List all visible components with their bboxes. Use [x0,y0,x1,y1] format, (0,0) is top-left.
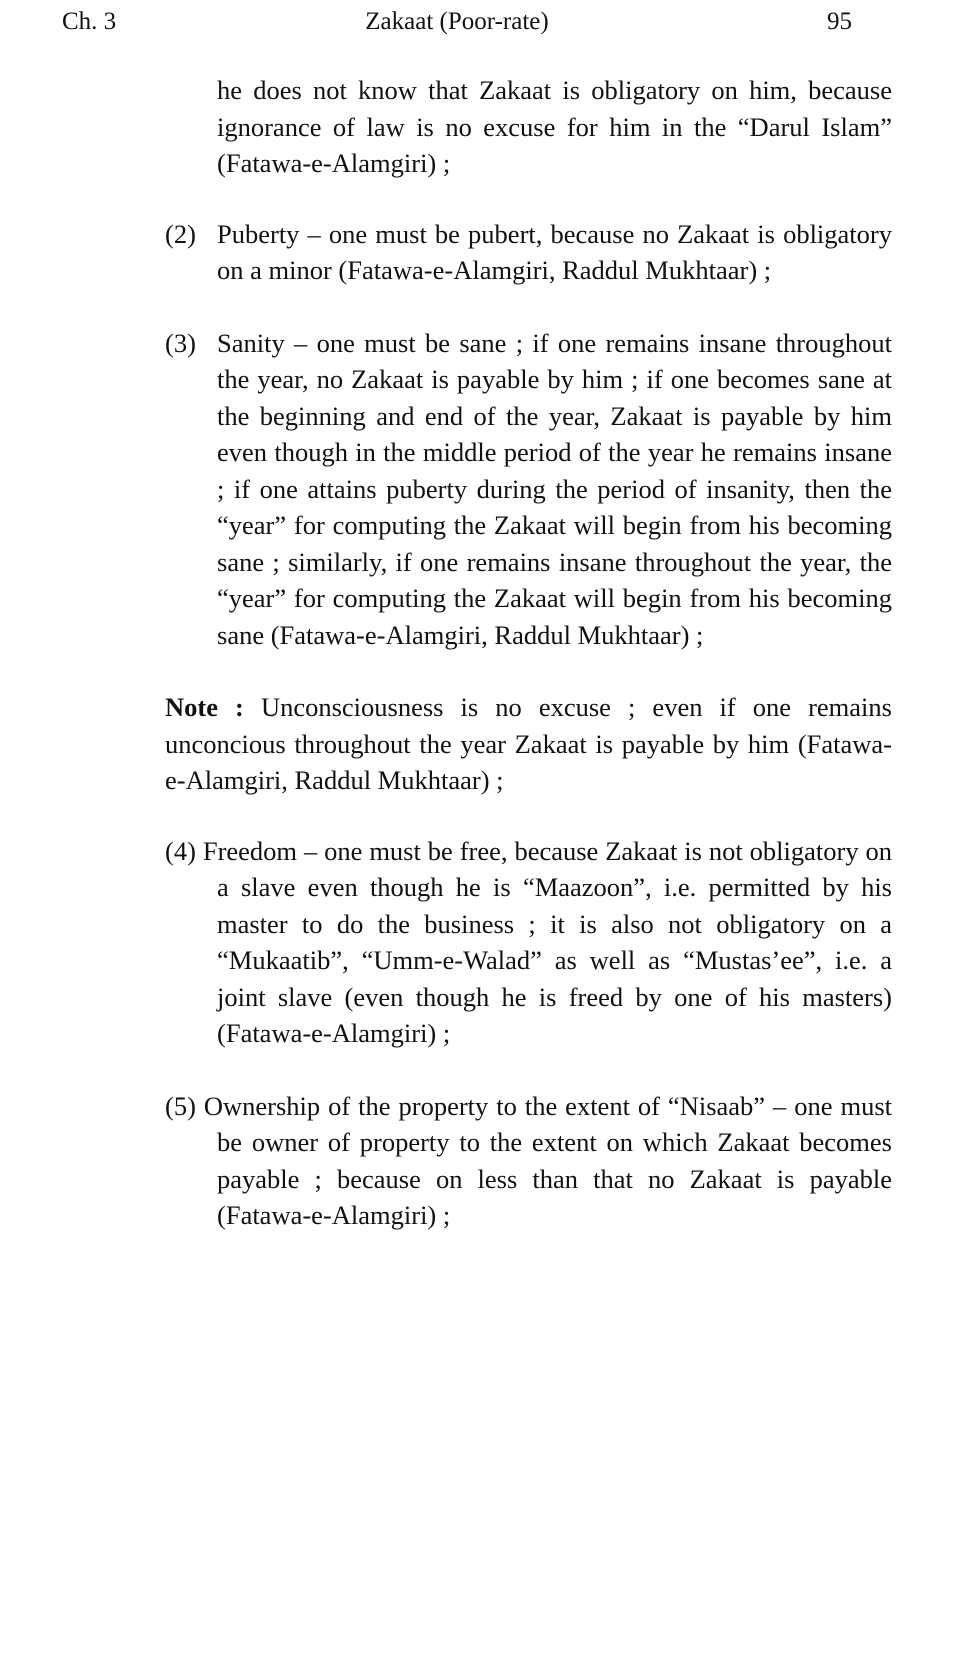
list-item-puberty [165,216,892,289]
list-item-sanity [165,325,892,654]
item-number: (3) [165,327,196,358]
item-number: (4) [165,835,203,866]
note-label: Note : [165,692,244,722]
item-text: Freedom – one must be free, because Zakaat is not obligatory on a slave even though he is “Maazoon”, i.e. permitted by his master to do the business ; it is also not obligatory on a “Mukaatib”, “Umm-e-Walad” as well as “Mustas’ee”, i.e. a joint slave (even though he is freed by one of his masters) (Fatawa-e-Alamgiri) ; [202,835,892,1048]
continuation-paragraph: he does not know that Zakaat is obligatory on him, because ignorance of law is no excuse for him in the “Darul Islam” (Fatawa-e-Alamgiri) ; [217,75,892,178]
chapter-title: Zakaat (Poor-rate) [365,8,549,35]
item-text: Sanity – one must be sane ; if one remains insane throughout the year, no Zakaat is payable by him ; if one becomes sane at the beginning and end of the year, Zakaat is payable by him even though in the middle period of the year he remains insane ; if one attains puberty during the period of insanity, then the “year” for computing the Zakaat will begin from his becoming sane ; similarly, if one remains insane throughout the year, the “year” for computing the Zakaat will begin from his becoming sane (Fatawa-e-Alamgiri, Raddul Mukhtaar) ; [217,327,892,650]
page-body [165,72,892,1270]
item-text: Ownership of the property to the extent of “Nisaab” – one must be owner of property to the extent on which Zakaat becomes payable ; because on less than that no Zakaat is payable (Fatawa-e-Alamgiri) ; [203,1090,892,1230]
list-item-ownership [165,1088,892,1234]
running-head [62,4,852,40]
item-number: (2) [165,218,196,249]
note-text: Unconsciousness is no excuse ; even if one remains unconcious throughout the year Zakaat is payable by him (Fatawa-e-Alamgiri, Raddul Mukhtaar) ; [165,692,892,795]
item-text: Puberty – one must be pubert, because no Zakaat is obligatory on a minor (Fatawa-e-Alamgiri, Raddul Mukhtaar) ; [217,218,892,285]
page-number: 95 [827,8,852,35]
chapter-label: Ch. 3 [62,8,117,35]
list-item-freedom [165,833,892,1052]
note-paragraph [165,689,892,799]
item-number: (5) [165,1090,204,1121]
